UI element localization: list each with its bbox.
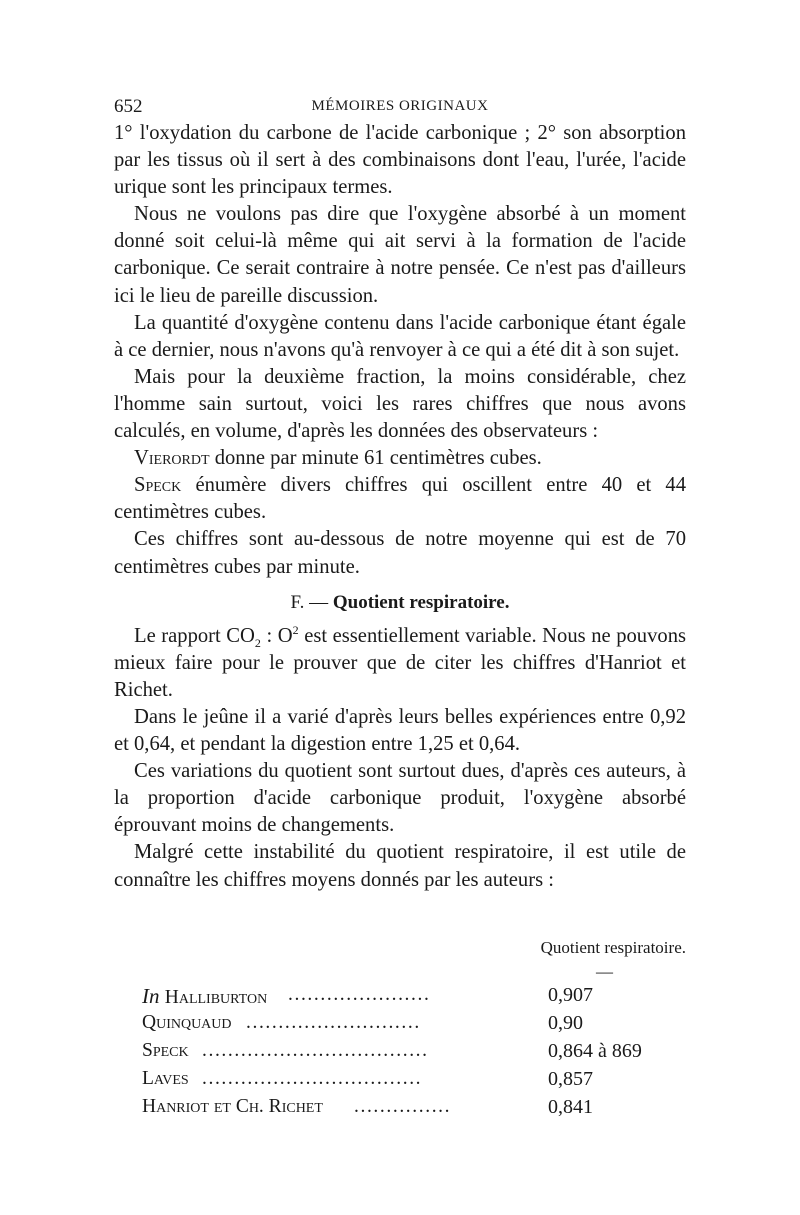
quotient-value: 0,907 <box>548 984 593 1006</box>
table-row <box>114 1040 686 1068</box>
author-name <box>142 1012 232 1034</box>
paragraph-speck <box>114 472 686 526</box>
table-row <box>114 984 686 1012</box>
author-name <box>142 1068 189 1090</box>
page-header <box>114 96 686 120</box>
paragraph-4: Mais pour la deuxième fraction, la moins considérable, chez l'homme sain surtout, voici les rares chiffres que nous avons calculés, en volume, d'après les données des observateurs : <box>114 365 686 443</box>
paragraph-8-part-a: Le rapport CO <box>134 624 255 647</box>
dot-leader: .................................. <box>202 1068 423 1089</box>
author-name-text: Halliburton <box>164 987 268 1008</box>
paragraph-1: 1° l'oxydation du carbone de l'acide carbonique ; 2° son absorption par les tissus où il sert à des combinaisons dont l'eau, l'urée, l'acide urique sont les principaux termes. <box>114 122 686 199</box>
paragraph-9: Dans le jeûne il a varié d'après leurs belles expériences entre 0,92 et 0,64, et pendant la digestion entre 1,25 et 0,64. <box>114 705 686 756</box>
quotient-value: 0,864 à 869 <box>548 1040 642 1062</box>
author-name-text: Hanriot et Ch. Richet <box>142 1096 323 1117</box>
table-dash: — <box>596 962 613 981</box>
author-name-text: Quinquaud <box>142 1012 232 1033</box>
table-row <box>114 1012 686 1040</box>
quotient-value: 0,90 <box>548 1012 583 1034</box>
paragraph-11: Malgré cette instabilité du quotient respiratoire, il est utile de connaître les chiffres moyens donnés par les auteurs : <box>114 841 686 891</box>
section-letter: F. — <box>290 591 333 613</box>
author-speck: Speck <box>134 474 182 497</box>
page-number: 652 <box>114 96 143 117</box>
author-prefix: In <box>142 984 165 1008</box>
paragraph-8-part-c: est essentiellement variable. Nous ne pouvons mieux faire pour le prouver que de citer les chiffres d'Hanriot et Richet. <box>114 624 687 701</box>
table-row <box>114 1096 686 1124</box>
subscript: 2 <box>254 635 261 650</box>
author-name-text: Laves <box>142 1068 189 1089</box>
superscript: 2 <box>292 622 299 637</box>
paragraph-vierordt-text: donne par minute 61 centimètres cubes. <box>209 447 542 470</box>
paragraph-8-part-b: : O <box>260 624 293 647</box>
paragraph-8 <box>114 623 686 704</box>
running-title: MÉMOIRES ORIGINAUX <box>311 98 489 114</box>
author-vierordt: Vierordt <box>134 447 210 470</box>
paragraph-speck-text: énumère divers chiffres qui oscillent entre 40 et 44 centimètres cubes. <box>114 474 686 524</box>
author-name <box>142 1040 189 1062</box>
dot-leader: ........................... <box>246 1012 421 1033</box>
paragraph-10: Ces variations du quotient sont surtout dues, d'après ces auteurs, à la proportion d'acide carbonique produit, l'oxygène absorbé éprouvant moins de changements. <box>114 760 686 837</box>
paragraph-7: Ces chiffres sont au-dessous de notre moyenne qui est de 70 centimètres cubes par minute. <box>114 528 686 578</box>
paragraph-3: La quantité d'oxygène contenu dans l'acide carbonique étant égale à ce dernier, nous n'avons qu'à renvoyer à ce qui a été dit à son sujet. <box>114 311 686 361</box>
dot-leader: ................................... <box>202 1040 429 1061</box>
table-row <box>114 1068 686 1096</box>
paragraph-vierordt <box>114 445 686 472</box>
dot-leader: ............... <box>354 1096 452 1117</box>
dot-leader: ...................... <box>288 984 431 1005</box>
quotient-value: 0,841 <box>548 1096 593 1118</box>
paragraph-2: Nous ne voulons pas dire que l'oxygène absorbé à un moment donné soit celui-là même qui ait servi à la formation de l'acide carbonique. Ce serait contraire à notre pensée. Ce n'est pas d'ailleurs ici le lieu de pareille discussion. <box>114 203 686 307</box>
body-text <box>114 120 686 894</box>
quotient-value: 0,857 <box>548 1068 593 1090</box>
author-name-text: Speck <box>142 1040 189 1061</box>
table-column-header: Quotient respiratoire. <box>540 938 686 957</box>
author-name <box>142 1096 323 1118</box>
section-title: Quotient respiratoire. <box>332 591 510 613</box>
section-heading <box>114 589 686 616</box>
author-name <box>142 984 267 1009</box>
